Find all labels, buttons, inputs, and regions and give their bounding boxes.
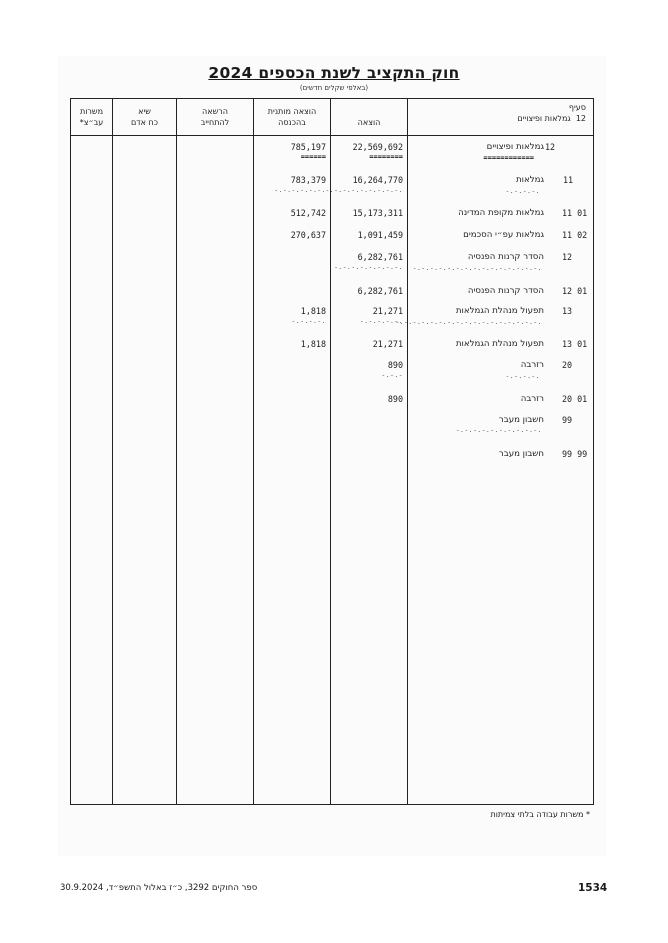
row-8-expense: 890 <box>387 360 403 370</box>
row-7-code: 13 01 <box>562 339 588 349</box>
row-9-code: 20 01 <box>562 394 588 404</box>
row-4-code: 12 <box>562 252 573 262</box>
footnote: * משרות עבודה בלתי צמיתות <box>490 810 590 819</box>
row-2-name: גמלאות מקופת המדינה <box>458 208 544 218</box>
row-1-expense: 16,264,770 <box>352 175 403 185</box>
row-8-name: רזרבה <box>520 360 544 370</box>
row-7-name: תפעול מנהלת הגמלאות <box>455 339 544 349</box>
row-3-name: גמלאות עפ״י הסכמים <box>463 230 544 240</box>
row-7-expense: 21,271 <box>372 339 403 349</box>
header-conditional-line1: הוצאה מותנית <box>267 107 317 116</box>
row-3-code: 11 02 <box>562 230 588 240</box>
row-8-expense-underline: -.-.- <box>381 371 403 379</box>
column-divider <box>253 98 254 805</box>
header-section-name: גמלאות ופיצויים <box>517 114 571 123</box>
row-2-expense: 15,173,311 <box>352 208 403 218</box>
row-1-expense-underline: -.-.-.-.-.-.-.-.-. <box>325 186 403 194</box>
row-4-name: הסדר קרנות הפנסיה <box>467 252 544 262</box>
row-6-name: תפעול מנהלת הגמלאות <box>455 306 544 316</box>
header-conditional-line2: בהכנסה <box>278 118 306 127</box>
row-0-expense-underline: ======== <box>369 153 403 161</box>
row-5-expense: 6,282,761 <box>357 286 403 296</box>
row-0-name: גמלאות ופיצויים <box>486 142 544 152</box>
row-6-expense: 21,271 <box>372 306 403 316</box>
row-10-name: חשבון מעבר <box>498 415 544 425</box>
row-6-expense-underline: -.-.-.-.-. <box>359 317 403 325</box>
row-0-name-underline: ============ <box>483 154 534 162</box>
header-commitment <box>177 106 253 128</box>
row-8-code: 20 <box>562 360 573 370</box>
row-6-code: 13 <box>562 306 573 316</box>
page-number: 1534 <box>578 882 608 894</box>
row-11-code: 99 99 <box>562 449 588 459</box>
header-contractors-line2: עב״צ* <box>79 118 104 127</box>
row-1-name: גמלאות <box>516 175 544 185</box>
row-5-code: 12 01 <box>562 286 588 296</box>
row-2-conditional: 512,742 <box>290 208 326 218</box>
row-0-conditional: 785,197 <box>290 142 326 152</box>
header-section-label: סעיף <box>568 103 586 112</box>
row-11-name: חשבון מעבר <box>498 449 544 459</box>
row-10-code: 99 <box>562 415 573 425</box>
header-manpower <box>113 106 176 128</box>
column-divider <box>176 98 177 805</box>
row-4-name-underline: -.-.-.-.-.-.-.-.-.-.-.-.-.-.-. <box>412 264 542 272</box>
header-contractors-line1: משרות <box>79 107 104 116</box>
header-manpower-line1: שיא <box>138 107 151 116</box>
header-expense: הוצאה <box>357 118 381 127</box>
row-0-expense: 22,569,692 <box>352 142 403 152</box>
header-contractors <box>71 106 112 128</box>
page-subtitle: (באלפי שקלים חדשים) <box>299 84 369 92</box>
header-commitment-line1: הרשאה <box>202 107 228 116</box>
row-0-conditional-underline: ====== <box>300 153 326 161</box>
row-3-expense: 1,091,459 <box>357 230 403 240</box>
row-6-conditional: 1,818 <box>300 306 326 316</box>
header-section-code: 12 <box>575 114 586 123</box>
row-1-conditional: 783,379 <box>290 175 326 185</box>
header-commitment-line2: להתחייב <box>200 118 230 127</box>
row-10-name-underline: -.-.-.-.-.-.-.-.-.-. <box>455 426 542 434</box>
column-divider <box>330 98 331 805</box>
header-conditional-expense <box>254 106 330 128</box>
column-divider <box>407 98 408 805</box>
header-manpower-line2: כח אדם <box>130 118 159 127</box>
row-0-code: 12 <box>545 142 556 152</box>
row-9-name: רזרבה <box>520 394 544 404</box>
row-8-name-underline: -.-.-.-. <box>505 372 540 380</box>
row-1-name-underline: -.-.-.-. <box>505 187 540 195</box>
footer-publication: ספר החוקים 3292, כ״ז באלול התשפ״ד, 30.9.2024 <box>60 883 258 893</box>
column-divider <box>112 98 113 805</box>
row-1-code: 11 <box>563 175 574 185</box>
row-5-name: הסדר קרנות הפנסיה <box>467 286 544 296</box>
row-1-conditional-underline: -.-.-.-.-.-. <box>274 186 326 194</box>
row-7-conditional: 1,818 <box>300 339 326 349</box>
row-6-conditional-underline: -.-.-.-. <box>291 317 326 325</box>
row-3-conditional: 270,637 <box>290 230 326 240</box>
row-9-expense: 890 <box>387 394 403 404</box>
row-6-name-underline: -.-.-.-.-.-.-.-.-.-.-.-.-.-.-.-.-. <box>395 318 542 326</box>
row-2-code: 11 01 <box>562 208 588 218</box>
row-4-expense: 6,282,761 <box>357 252 403 262</box>
header-section <box>410 102 586 124</box>
row-4-expense-underline: -.-.-.-.-.-.-.-. <box>333 263 403 271</box>
page-title: חוק התקציב לשנת הכספים 2024 <box>208 64 460 82</box>
header-section-detail <box>410 113 586 124</box>
header-divider <box>70 135 594 136</box>
